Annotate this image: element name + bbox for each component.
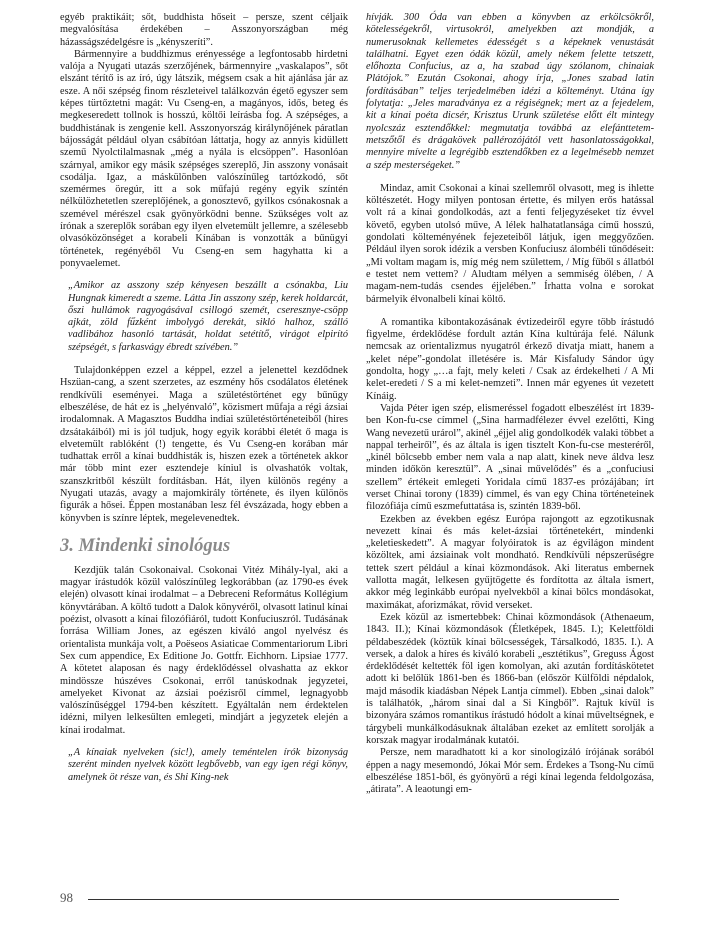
- block-quote-1: „Amikor az asszony szép kényesen beszállt a csónakba, Liu Hungnak kimeredt a szeme. Látta Jin asszony szép, kerek holdarcát, őszi hullámok ragyogásával csillogó szemét, cseresznye-csöpp ajkát, zöld fűzként imbolygó derekát, sikló halhoz, szálló vadlibához hasonló tartását, holdat setétítő, virágot elpirító szépségét, s farkasvágy ébredt szívében.”: [68, 280, 348, 353]
- page-number: 98: [60, 890, 73, 905]
- left-paragraph-2: Bármennyire a buddhizmus erényessége a legfontosabb hirdetni valója a Nyugati utazás szerzőjének, bármennyire „vaskalapos”, sőt elszánt térítő is az író, úgy látszik, mégsem csak a hit ajánlása jár az esze. A női szépség finom részleteivel találkozván égető egyszer sem képes türtőztetni magát: Vu Cseng-en, a magányos, idős, beteg és megkeseredett tollnok is hosszú, költői leírásba fog. A szépséges, a buddhistának is zengenie kell. Asszonyország királynőjének páratlan bájosságát például olyan csábítóan láttatja, hogy az annyis kidüllett szemű Nyolctilalmasnak „még a nyála is elcsöppen”. Hasonlóan szárnyal, amikor egy másik szépséges szereplő, Jin asszony vonásait csodálja. Igaz, a máskülönben valószínűleg tartózkodó, sőt szemérmes öregúr, itt a sok műfajú regény egyik színtén nélkülözhetetlen szereplőjének, a gonosztevő, gyilkos csónakosnak a szemével mérészel csak gyönyörködni benne. Szükséges volt az írónak a szereplők sorában egy ilyen elvetemült jellemre, a szélesebb olvasóközönséget a korabeli Kínában is vonzották a bűnügyi történetek, regényéből Vu Cseng-en sem hagyhatta ki a ponyvaelemet.: [60, 48, 348, 269]
- right-paragraph-6: Ezek közül az ismertebbek: Chinai közmondások (Athenaeum, 1843. II.); Kínai közmondások (Életképek, 1845. I.); Kelettföldi példabeszédek (köztük kínai bölcsességek, Társalkodó, 1835. I.). A versek, a dalok a híres és kiváló korabeli „esztétikus”, Greguss Ágost érdeklődését keltették föl igen komolyan, aki azután fordításkötetet adott ki belőlük 1861-ben és 1866-ban (először Külföldi népdalok, majd második kiadásban Népek Lantja címmel). Ebben „sinai dalok” is találhatók, „három sinai dal a Si Kingből”. Rajtuk kívül is bizonyára számos romantikus írástudó hódolt a kínai műveltségnek, e tárgybeli munkálkodásuknak általában ezeket az említett sorolják a korszak magyar irodalmának kutatói.: [366, 611, 654, 746]
- right-paragraph-1: hívják. 300 Óda van ebben a könyvben az erkölcsökről, kötelességekről, virtusokról, amelyekben azt mondják, a numerusoknak kellemetes édességét s a képeknek venustását találhatni. Egyet ezen ódák közül, amely nékem felette tetszett, előhozta Confucius, az a, ha szabad úgy szólanom, chinaiak Plátójok.” Ezután Csokonai, ahogy írja, „Jones szabad latin fordításában” teljes terjedelmében idézi a költeményt. Utána így folytatja: „Jeles maradványa ez a régiségnek; mert az a fejedelem, kit a kínai poéta dicsér, Krisztus Urunk születése előtt élt mintegy nyolcszáz esztendőkkel: megmutatja továbbá az elefánttetem-metszőtől és drágakövek pallérozójától vett hasonlatosságokkal, mennyire mívelte a legrégibb esztendőkben ez a legelmésebb nemzet a szép mesterségeket.”: [366, 12, 654, 171]
- left-paragraph-4: Kezdjük talán Csokonaival. Csokonai Vitéz Mihály-lyal, aki a magyar írástudók közül valószínűleg legkorábban (az 1790-es évek elején) olvasott kínai irodalmat – a Debreceni Református Kollégium könyvtárában. A költő tudott a Dalok könyvéről, olvasott latinul kínai poézist, olvasott a kínai filozófiáról, tudott Konfuciuszról. Tudásának forrása William Jones, az egészen kiváló angol nyelvész és orientalista munkája volt, a Poëseos Asiaticae Commentariorum Libri Sex cum appendice, Ex Editione Jo. Gottfr. Eichhorn. Lipsiae 1777. A kötetet alaposan és nagy érdeklődéssel olvashatta az ekkor mindössze húszéves Csokonai, erről tanúskodnak jegyzetei, amelyeket Kivonat az ázsiai poézisről címmel, legnagyobb valószínűséggel 1794-ben készített. Egyáltalán nem érdektelen idézni, milyen lelkesülten emlegeti, mindjárt a jegyzetek elején a kínai irodalmat.: [60, 564, 348, 736]
- right-column: [366, 12, 654, 796]
- footer-rule: [88, 899, 619, 900]
- right-paragraph-3: A romantika kibontakozásának évtizedeiről egyre több írástudó figyelme, érdeklődése fordult aztán Kína kultúrája felé. Nálunk nemcsak az orientalizmus nyugatról érkező divatja miatt, hanem a „kelet népe”-gondolat illetésére is. Már Kisfaludy Sándor úgy gondolta, hogy „…a fajt, mely keleti / Csak az érdekelheti / A Mi kelet-eredeti / S a mi kelet-nemzeti”. Innen már egyenes út vezetett Kínáig.: [366, 316, 654, 402]
- section-heading: 3. Mindenki sinológus: [60, 535, 231, 556]
- block-quote-2: „A kínaiak nyelveken (sic!), amely teméntelen írók bizonyság szerént minden nyelvek között legbővebb, van egy igen régi könyv, amelynek öt része van, és Shi King-nek: [68, 747, 348, 783]
- left-column: [60, 12, 348, 795]
- right-paragraph-5: Ezekben az években egész Európa rajongott az egzotikusnak nevezett kínai és más kelet-ázsiai történetekért, mindenki „keletieskedett”. A magyar folyóiratok is az égvilágon mindent közöltek, ami ázsiainak volt mondható. Rendkívüli népszerűségre tettek szert például a kínai közmondások. Aki literatus embernek vallotta magát, lelkesen gyűjtögette és fordította az általa ismert, akkor még leginkább európai nyelvekből a kínai bölcs mondásokat, maximákat, aforizmákat, rövid verseket.: [366, 513, 654, 611]
- right-paragraph-7: Persze, nem maradhatott ki a kor sinologizáló írójának sorából éppen a nagy mesemondó, Jókai Mór sem. Érdekes a Tsong-Nu című elbeszélése 1851-ből, és gyönyörű a régi kínai legenda feldolgozása, „átirata”. A leaotungi em-: [366, 747, 654, 796]
- right-paragraph-2: Mindaz, amit Csokonai a kínai szellemről olvasott, meg is ihlette költészetét. Hogy milyen pontosan értette, és milyen erős hatással volt rá a kínai gondolkodás, azt a fenti feljegyzéseket tíz évvel követő, egyben utolsó műve, A lélek halhatatlansága című hosszú, gondolati költeményének fejezeteiből látjuk, igen meggyőzően. Például ilyen sorok idézik a versben Konfuciusz álombéli tűnődéseit: „Mi voltam magam is, míg még nem születtem, / Míg fűből s állatból e testet nem vettem? / Aludtam mélyen a semmiség ölében, / A magam-nem-tudás csendes éjjelében.” Írhatta volna e sorokat bármelyik élvonalbeli kínai költő.: [366, 182, 654, 305]
- left-paragraph-1: egyéb praktikáit; sőt, buddhista hőseit – persze, szent céljaik megvalósítása érdekében – Asszonyországban még házasságszédelgésre is „kényszeríti”.: [60, 12, 348, 48]
- left-paragraph-3: Tulajdonképpen ezzel a képpel, ezzel a jelenettel kezdődnek Hszüan-cang, a szent szerzetes, az eszmény hős csodálatos életének rendkívüli eseményei. Maga a születéstörténet egy bűnügy elbeszélése, de hát ez is „helyénvaló”, közismert műfaja a régi ázsiai irodalomnak. A Magasztos Buddha indiai születéstörténeteiből (hires dzsátakáiból) mi is jól tudjuk, hogy egyik korábbi életét ő maga is elvetemült rablóként (!) tengette, és Vu Cseng-en korában már tudhattak erről a kínai buddhisták is, hiszen ezek a történetek akkor már több mint ezer esztendeje kíniul is olvashatók voltak, szanszkritből készült fordításban. Hát, ilyen különös regény a Nyugati utazás, avagy a majomkirály története, és ilyen különös figurák a hősei. Éppen mostanában lesz fél évszázada, hogy ebben a könyvben is színre léptek, megelevenedtek.: [60, 365, 348, 524]
- right-paragraph-4: Vajda Péter igen szép, elismeréssel fogadott elbeszélést írt 1839-ben Kon-fu-cse címmel („Sina harmadfélezer évvel ezelőtti, King Wang nevezetű urárol”, akinél „éjjel alig gondolkodék valaki többet a nappal terheiről”, és az általa is igen tisztelt Kon-fu-cse mesteréről, „kinél bölcsebb ember nem vala a nap alatt, kinek neve áldva lesz minden időkön keresztül”. A „sinai művelődés” és a „confuciusi szellem” értékeit emlegeti Yoridala című 1837-es prózájában; írt verset Chinai torony (1839) címmel, és van egy China történeteinek filozófiája című eszmefuttatása is, szintén 1839-ből.: [366, 402, 654, 513]
